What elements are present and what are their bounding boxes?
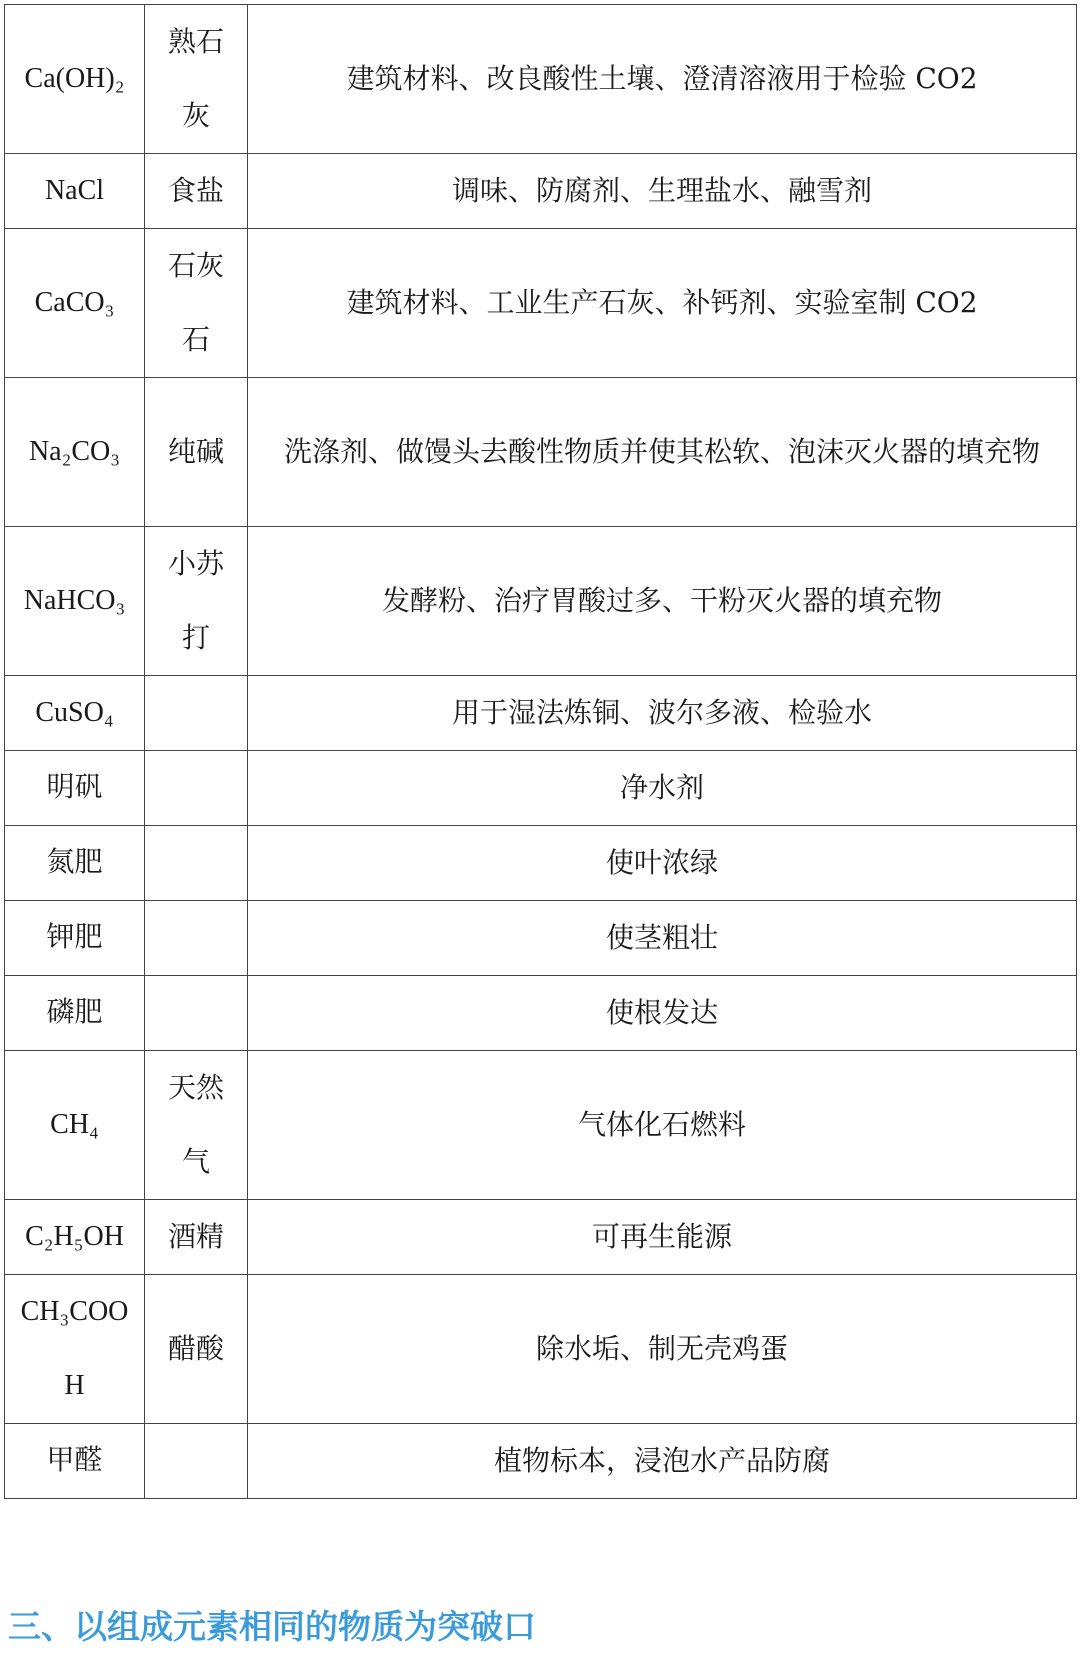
section-heading: 三、以组成元素相同的物质为突破口: [8, 1607, 536, 1646]
use-cell: 可再生能源: [248, 1200, 1077, 1275]
common-name-cell: 纯碱: [145, 378, 248, 527]
formula-cell: CuSO₄: [5, 676, 145, 751]
table-row: [5, 1424, 1077, 1499]
common-name-cell: [145, 1424, 248, 1499]
use-cell: 使茎粗壮: [248, 901, 1077, 976]
table-row: [5, 751, 1077, 826]
use-cell: 洗涤剂、做馒头去酸性物质并使其松软、泡沫灭火器的填充物: [248, 378, 1077, 527]
common-name-cell: 熟石灰: [145, 5, 248, 154]
substance-uses-table: [4, 4, 1077, 1499]
table-row: [5, 378, 1077, 527]
table-row: [5, 5, 1077, 154]
use-cell: 气体化石燃料: [248, 1051, 1077, 1200]
common-name-cell: [145, 751, 248, 826]
formula-cell: NaCl: [5, 154, 145, 229]
use-cell: 调味、防腐剂、生理盐水、融雪剂: [248, 154, 1077, 229]
formula-cell: C₂H₅OH: [5, 1200, 145, 1275]
use-cell: 净水剂: [248, 751, 1077, 826]
table-row: [5, 1051, 1077, 1200]
common-name-cell: 石灰石: [145, 229, 248, 378]
use-cell: 使叶浓绿: [248, 826, 1077, 901]
formula-cell: 氮肥: [5, 826, 145, 901]
common-name-cell: 酒精: [145, 1200, 248, 1275]
formula-cell: 钾肥: [5, 901, 145, 976]
table-row: [5, 527, 1077, 676]
formula-cell: NaHCO₃: [5, 527, 145, 676]
use-cell: 使根发达: [248, 976, 1077, 1051]
common-name-cell: 醋酸: [145, 1275, 248, 1424]
table-row: [5, 1200, 1077, 1275]
formula-cell: CH₃COOH: [5, 1275, 145, 1424]
use-cell: 用于湿法炼铜、波尔多液、检验水: [248, 676, 1077, 751]
formula-cell: 明矾: [5, 751, 145, 826]
common-name-cell: 食盐: [145, 154, 248, 229]
use-cell: 建筑材料、工业生产石灰、补钙剂、实验室制 CO2: [248, 229, 1077, 378]
table-body: [5, 5, 1077, 1499]
formula-cell: Na₂CO₃: [5, 378, 145, 527]
substance-table-container: [4, 4, 1076, 1499]
table-row: [5, 826, 1077, 901]
formula-cell: CH₄: [5, 1051, 145, 1200]
table-row: [5, 976, 1077, 1051]
use-cell: 建筑材料、改良酸性土壤、澄清溶液用于检验 CO2: [248, 5, 1077, 154]
table-row: [5, 229, 1077, 378]
table-row: [5, 901, 1077, 976]
table-row: [5, 676, 1077, 751]
table-row: [5, 1275, 1077, 1424]
formula-cell: 磷肥: [5, 976, 145, 1051]
common-name-cell: 天然气: [145, 1051, 248, 1200]
use-cell: 发酵粉、治疗胃酸过多、干粉灭火器的填充物: [248, 527, 1077, 676]
formula-cell: 甲醛: [5, 1424, 145, 1499]
formula-cell: Ca(OH)₂: [5, 5, 145, 154]
use-cell: 除水垢、制无壳鸡蛋: [248, 1275, 1077, 1424]
formula-cell: CaCO₃: [5, 229, 145, 378]
common-name-cell: [145, 826, 248, 901]
common-name-cell: [145, 976, 248, 1051]
table-row: [5, 154, 1077, 229]
common-name-cell: [145, 901, 248, 976]
common-name-cell: [145, 676, 248, 751]
use-cell: 植物标本，浸泡水产品防腐: [248, 1424, 1077, 1499]
common-name-cell: 小苏打: [145, 527, 248, 676]
